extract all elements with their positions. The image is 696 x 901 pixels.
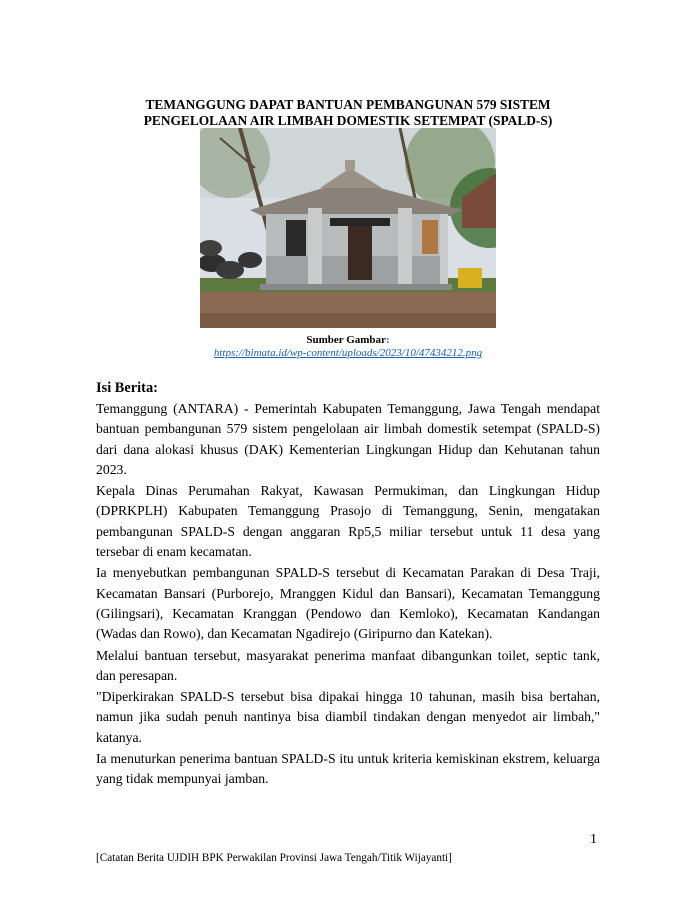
image-source-label	[0, 334, 696, 347]
paragraph-6: Ia menuturkan penerima bantuan SPALD-S itu untuk kriteria kemiskinan ekstrem, keluarga yang tidak mempunyai jamban.	[96, 751, 600, 787]
article-body	[96, 399, 600, 791]
page-number: 1	[590, 832, 597, 847]
image-source-link[interactable]: https://bimata.id/wp-content/uploads/2023/10/47434212.png	[213, 347, 483, 359]
paragraph-3: Ia menyebutkan pembangunan SPALD-S tersebut di Kecamatan Parakan di Desa Traji, Kecamatan Bansari (Purborejo, Mranggen Kidul dan Bansari), Kecamatan Temanggung (Gilingsari), Kecamatan Kranggan (Pendowo dan Kemloko), Kecamatan Kandangan (Wadas dan Rowo), dan Kecamatan Ngadirejo (Giripurno dan Katekan).	[96, 565, 600, 642]
article-photo	[200, 128, 496, 328]
title-line-2: PENGELOLAAN AIR LIMBAH DOMESTIK SETEMPAT (SPALD-S)	[143, 113, 553, 128]
paragraph-4: Melalui bantuan tersebut, masyarakat penerima manfaat dibangunkan toilet, septic tank, dan peresapan.	[96, 647, 600, 683]
article-title	[80, 97, 616, 129]
paragraph-5: "Diperkirakan SPALD-S tersebut bisa dipakai hingga 10 tahunan, masih bisa bertahan, namun jika sudah penuh nantinya bisa diambil tindakan dengan menyedot air limbah," katanya.	[96, 689, 600, 745]
title-line-1: TEMANGGUNG DAPAT BANTUAN PEMBANGUNAN 579 SISTEM	[145, 97, 551, 112]
image-source-label-text: Sumber Gambar	[306, 334, 386, 346]
image-source-colon: :	[385, 334, 390, 346]
building-photo-illustration	[200, 128, 496, 328]
footer-note: [Catatan Berita UJDIH BPK Perwakilan Provinsi Jawa Tengah/Titik Wijayanti]	[96, 852, 452, 864]
section-heading: Isi Berita:	[96, 380, 158, 396]
paragraph-2: Kepala Dinas Perumahan Rakyat, Kawasan Permukiman, dan Lingkungan Hidup (DPRKPLH) Kabupaten Temanggung Prasojo di Temanggung, Senin, mengatakan pembangunan SPALD-S dengan anggaran Rp5,5 miliar tersebut untuk 11 desa yang tersebar di enam kecamatan.	[96, 483, 600, 560]
paragraph-1: Temanggung (ANTARA) - Pemerintah Kabupaten Temanggung, Jawa Tengah mendapat bantuan pembangunan 579 sistem pengelolaan air limbah domestik setempat (SPALD-S) dari dana alokasi khusus (DAK) Kementerian Lingkungan Hidup dan Kehutanan tahun 2023.	[96, 401, 600, 477]
